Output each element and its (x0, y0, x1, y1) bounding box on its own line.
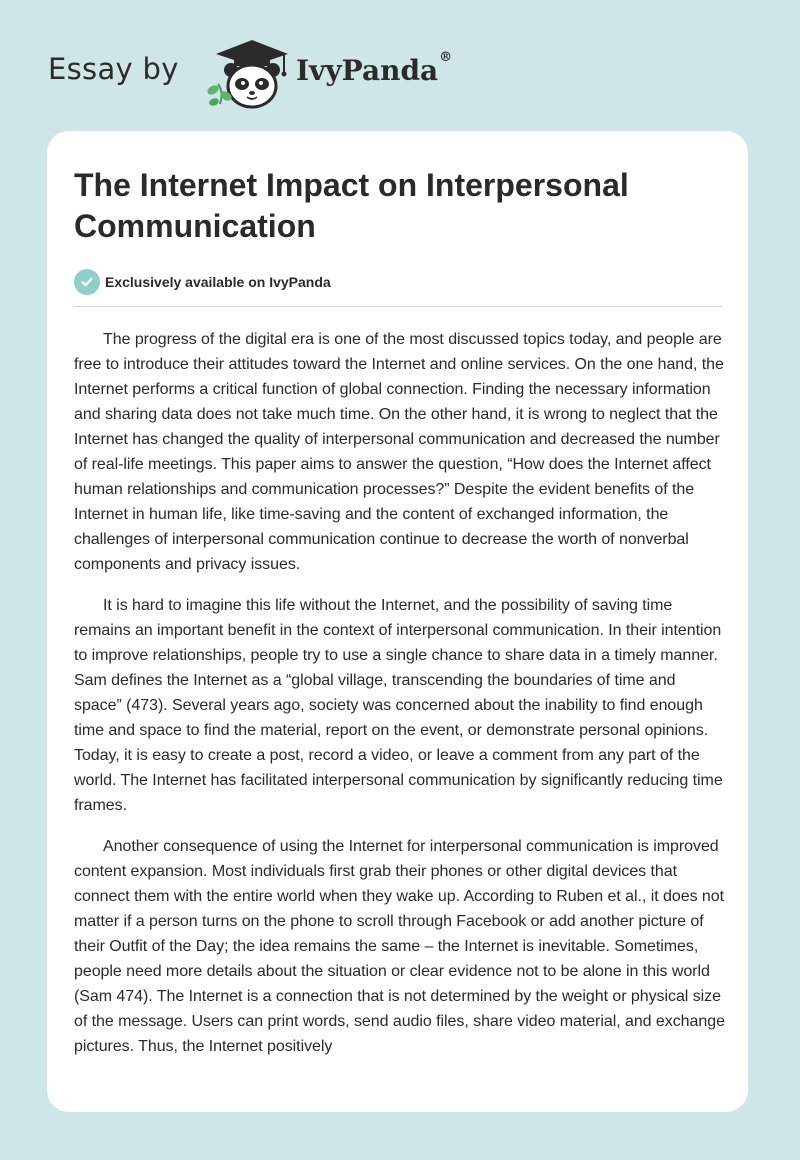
essay-body (74, 327, 726, 1059)
paragraph: It is hard to imagine this life without the Internet, and the possibility of saving time remains an important benefit in the context of interpersonal communication. In their intention to improve relationships, people try to use a single chance to share data in a timely manner. Sam defines the Internet as a “global village, transcending the boundaries of time and space” (473). Several years ago, society was concerned about the inability to find enough time and space to find the material, report on the event, or demonstrate personal opinions. Today, it is easy to create a post, record a video, or leave a comment from any part of the world. The Internet has facilitated interpersonal communication by significantly reducing time frames. (74, 597, 723, 814)
check-icon (74, 269, 100, 295)
exclusive-badge (74, 268, 721, 296)
paragraph: Another consequence of using the Internet for interpersonal communication is improved content expansion. Most individuals first grab their phones or other digital devices that connect them with the entire world when they wake up. According to Ruben et al., it does not matter if a person turns on the phone to scroll through Facebook or add another picture of their Outfit of the Day; the idea remains the same – the Internet is inevitable. Sometimes, people need more details about the situation or clear evidence not to be alone in this world (Sam 474). The Internet is a connection that is not determined by the weight or physical size of the message. Users can print words, send audio files, share video material, and exchange pictures. Thus, the Internet positively (74, 838, 725, 1055)
essay-by-label: Essay by (48, 52, 179, 86)
badge-label: Exclusively available on IvyPanda (105, 274, 331, 290)
registered-mark: ® (439, 50, 453, 65)
page-title: The Internet Impact on Interpersonal Communication (74, 167, 629, 244)
panda-logo-icon[interactable] (200, 34, 296, 112)
divider (74, 306, 722, 307)
site-header (48, 30, 508, 110)
essay-card (47, 131, 748, 1112)
paragraph: The progress of the digital era is one of the most discussed topics today, and people are free to introduce their attitudes toward the Internet and online services. On the one hand, the Internet performs a critical function of global connection. Finding the necessary information and sharing data does not take much time. On the other hand, it is wrong to neglect that the Internet has changed the quality of interpersonal communication and decreased the number of real-life meetings. This paper aims to answer the question, “How does the Internet affect human relationships and communication processes?” Despite the evident benefits of the Internet in human life, like time-saving and the content of exchanged information, the challenges of interpersonal communication continue to decrease the worth of nonverbal components and privacy issues. (74, 331, 724, 573)
brand-name[interactable]: IvyPanda® (296, 50, 453, 87)
